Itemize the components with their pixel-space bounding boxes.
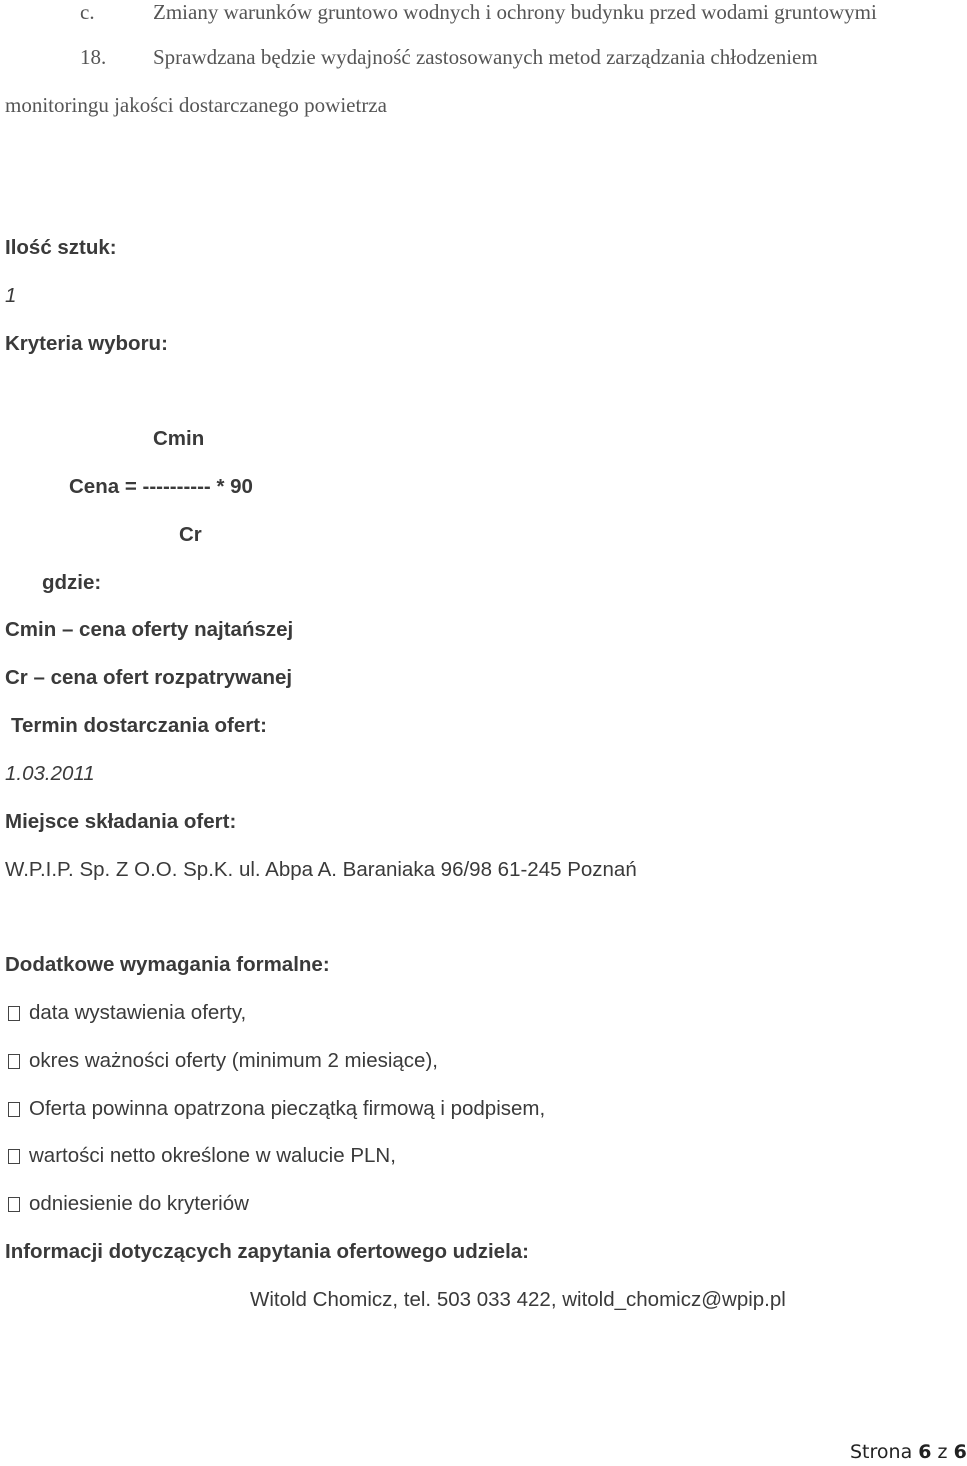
requirements-label: Dodatkowe wymagania formalne: [5,953,330,976]
quantity-label: Ilość sztuk: [5,236,117,259]
requirement-item: odniesienie do kryteriów [8,1194,249,1215]
place-value: W.P.I.P. Sp. Z O.O. Sp.K. ul. Abpa A. Baraniaka 96/98 61-245 Poznań [5,858,637,881]
list-item-18-text: Sprawdzana będzie wydajność zastosowanych metod zarządzania chłodzeniem [153,45,818,69]
checkbox-icon [8,1006,20,1021]
formula-numerator: Cmin [153,427,205,450]
formula-denominator: Cr [179,523,202,546]
checkbox-icon [8,1197,20,1212]
contact-label: Informacji dotyczących zapytania ofertowego udziela: [5,1240,530,1263]
checkbox-icon [8,1054,20,1069]
quantity-value: 1 [5,284,17,307]
page-number: Strona 6 z 6 [850,1441,967,1463]
list-marker: c. [80,0,95,24]
list-item-18-continuation: monitoringu jakości dostarczanego powietrza [5,93,387,117]
definition-cr: Cr – cena ofert rozpatrywanej [5,666,293,689]
where-label: gdzie: [42,571,102,594]
list-item-c [80,2,95,23]
requirement-item: data wystawienia oferty, [8,1003,246,1024]
criteria-label: Kryteria wyboru: [5,332,168,355]
definition-cmin: Cmin – cena oferty najtańszej [5,618,294,641]
requirement-item: okres ważności oferty (minimum 2 miesiące), [8,1051,438,1072]
place-label: Miejsce składania ofert: [5,810,237,833]
checkbox-icon [8,1102,20,1117]
checkbox-icon [8,1149,20,1164]
requirement-item: wartości netto określone w walucie PLN, [8,1146,396,1167]
requirement-item: Oferta powinna opatrzona pieczątką firmową i podpisem, [8,1099,545,1120]
deadline-label: Termin dostarczania ofert: [11,714,267,737]
formula-main: Cena = ---------- * 90 [69,475,253,498]
list-item-c-text: Zmiany warunków gruntowo wodnych i ochrony budynku przed wodami gruntowymi [153,0,877,24]
contact-value: Witold Chomicz, tel. 503 033 422, witold_chomicz@wpip.pl [250,1288,786,1311]
deadline-value: 1.03.2011 [5,762,95,785]
list-item-18-number: 18. [80,45,107,69]
